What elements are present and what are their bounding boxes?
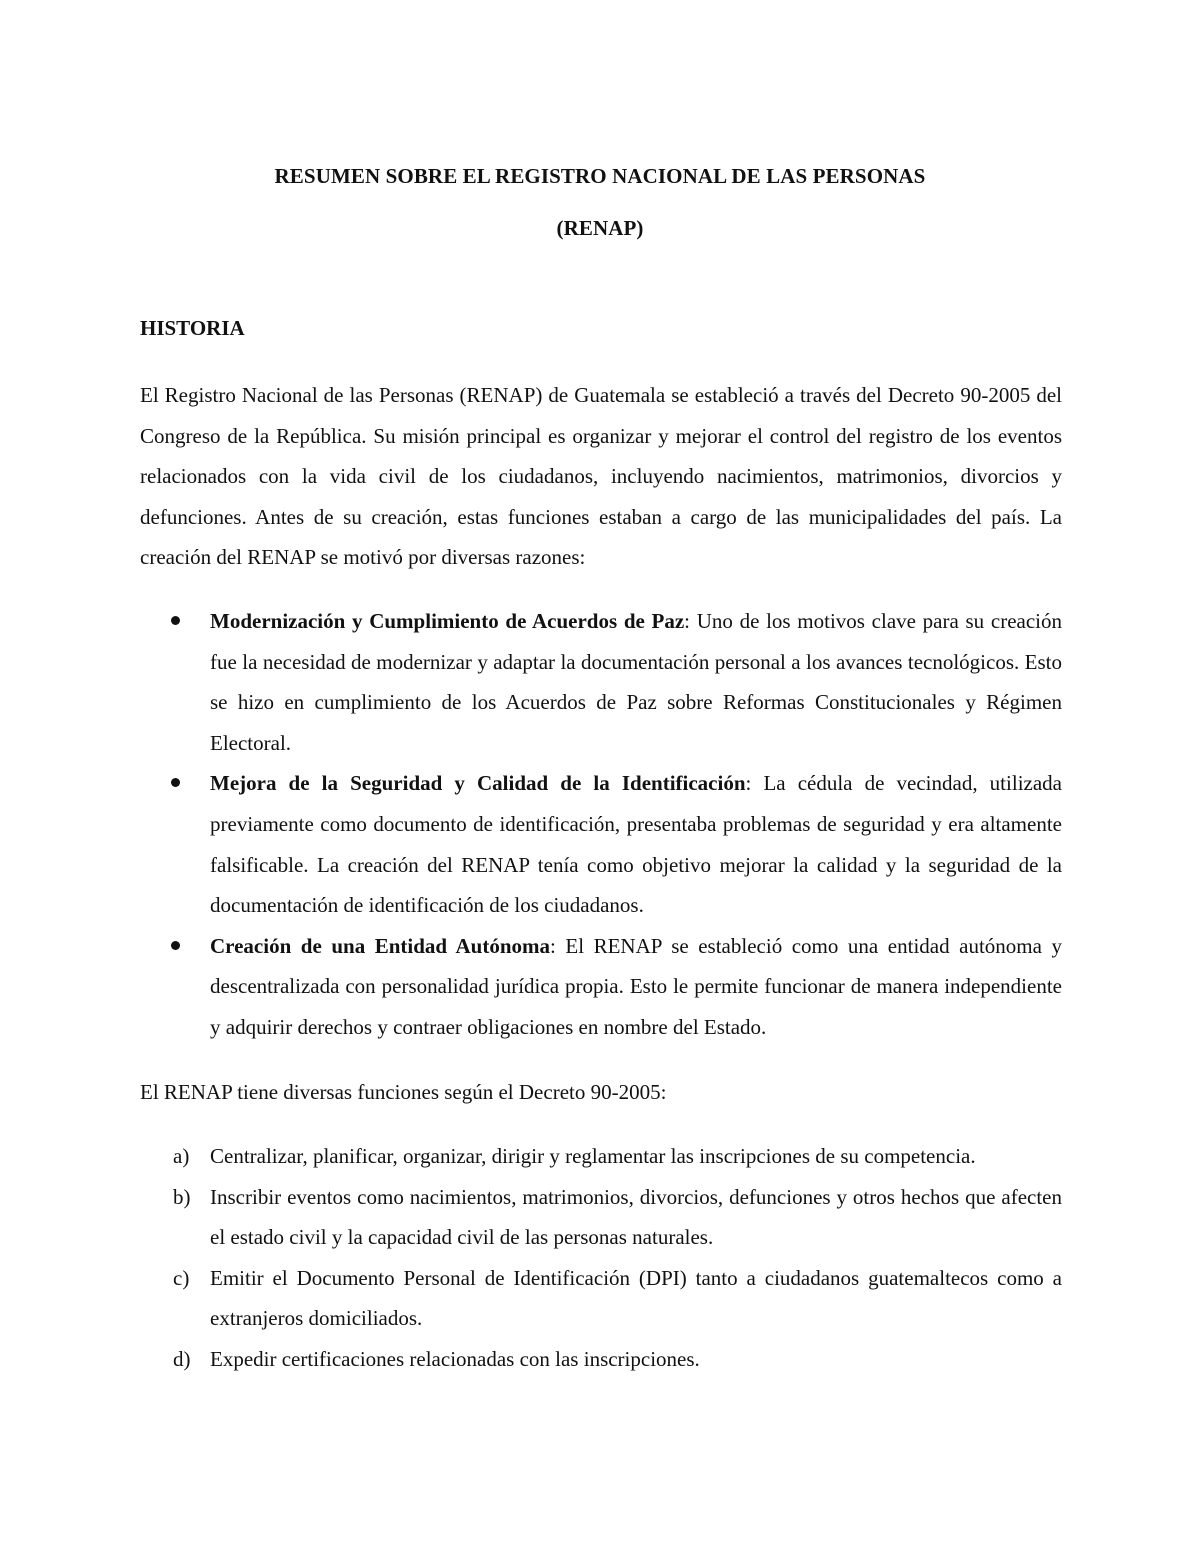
reason-item xyxy=(140,763,1062,925)
reason-title: Modernización y Cumplimiento de Acuerdos de Paz xyxy=(210,609,685,633)
reason-text: : La cédula de vecindad, utilizada previamente como documento de identificación, presentaba problemas de seguridad y era altamente falsificable. La creación del RENAP tenía como objetivo mejorar la calidad y la seguridad de la documentación de identificación de los ciudadanos. xyxy=(210,771,1062,918)
function-marker: b) xyxy=(173,1184,191,1209)
function-text: Centralizar, planificar, organizar, dirigir y reglamentar las inscripciones de su competencia. xyxy=(210,1144,976,1168)
reason-title: Mejora de la Seguridad y Calidad de la Identificación xyxy=(210,771,746,796)
functions-list xyxy=(140,1136,1062,1380)
function-marker: a) xyxy=(173,1144,190,1168)
function-text: Expedir certificaciones relacionadas con las inscripciones. xyxy=(210,1346,700,1371)
bullet-icon xyxy=(171,778,180,787)
bullet-icon xyxy=(171,941,180,950)
reasons-list xyxy=(140,601,1062,1048)
function-item xyxy=(140,1339,1062,1380)
function-item xyxy=(140,1136,1062,1177)
function-marker: c) xyxy=(173,1265,190,1290)
reason-item xyxy=(140,926,1062,1048)
functions-intro: El RENAP tiene diversas funciones según el Decreto 90-2005: xyxy=(140,1080,667,1104)
reason-title: Creación de una Entidad Autónoma xyxy=(210,933,551,958)
reason-text: : Uno de los motivos clave para su creación fue la necesidad de modernizar y adaptar la documentación personal a los avances tecnológicos. Esto se hizo en cumplimiento de los Acuerdos de Paz sobre Reformas Constitucionales y Régimen Electoral. xyxy=(210,609,1062,755)
section-heading-historia: HISTORIA xyxy=(140,316,245,340)
function-text: Emitir el Documento Personal de Identificación (DPI) tanto a ciudadanos guatemaltecos como a extranjeros domiciliados. xyxy=(210,1265,1062,1331)
function-item xyxy=(140,1258,1062,1339)
intro-paragraph: El Registro Nacional de las Personas (RENAP) de Guatemala se estableció a través del Decreto 90-2005 del Congreso de la República. Su misión principal es organizar y mejorar el control del registro de los eventos relacionados con la vida civil de los ciudadanos, incluyendo nacimientos, matrimonios, divorcios y defunciones. Antes de su creación, estas funciones estaban a cargo de las municipalidades del país. La creación del RENAP se motivó por diversas razones: xyxy=(140,383,1062,570)
document-title: RESUMEN SOBRE EL REGISTRO NACIONAL DE LAS PERSONAS xyxy=(274,164,926,188)
function-text: Inscribir eventos como nacimientos, matrimonios, divorcios, defunciones y otros hechos que afecten el estado civil y la capacidad civil de las personas naturales. xyxy=(210,1184,1062,1250)
document-subtitle: (RENAP) xyxy=(556,216,644,240)
bullet-icon xyxy=(171,616,180,625)
reason-text: : El RENAP se estableció como una entidad autónoma y descentralizada con personalidad jurídica propia. Esto le permite funcionar de manera independiente y adquirir derechos y contraer obligaciones en nombre del Estado. xyxy=(210,933,1062,1039)
reason-item xyxy=(140,601,1062,763)
function-item xyxy=(140,1177,1062,1258)
function-marker: d) xyxy=(173,1346,191,1371)
